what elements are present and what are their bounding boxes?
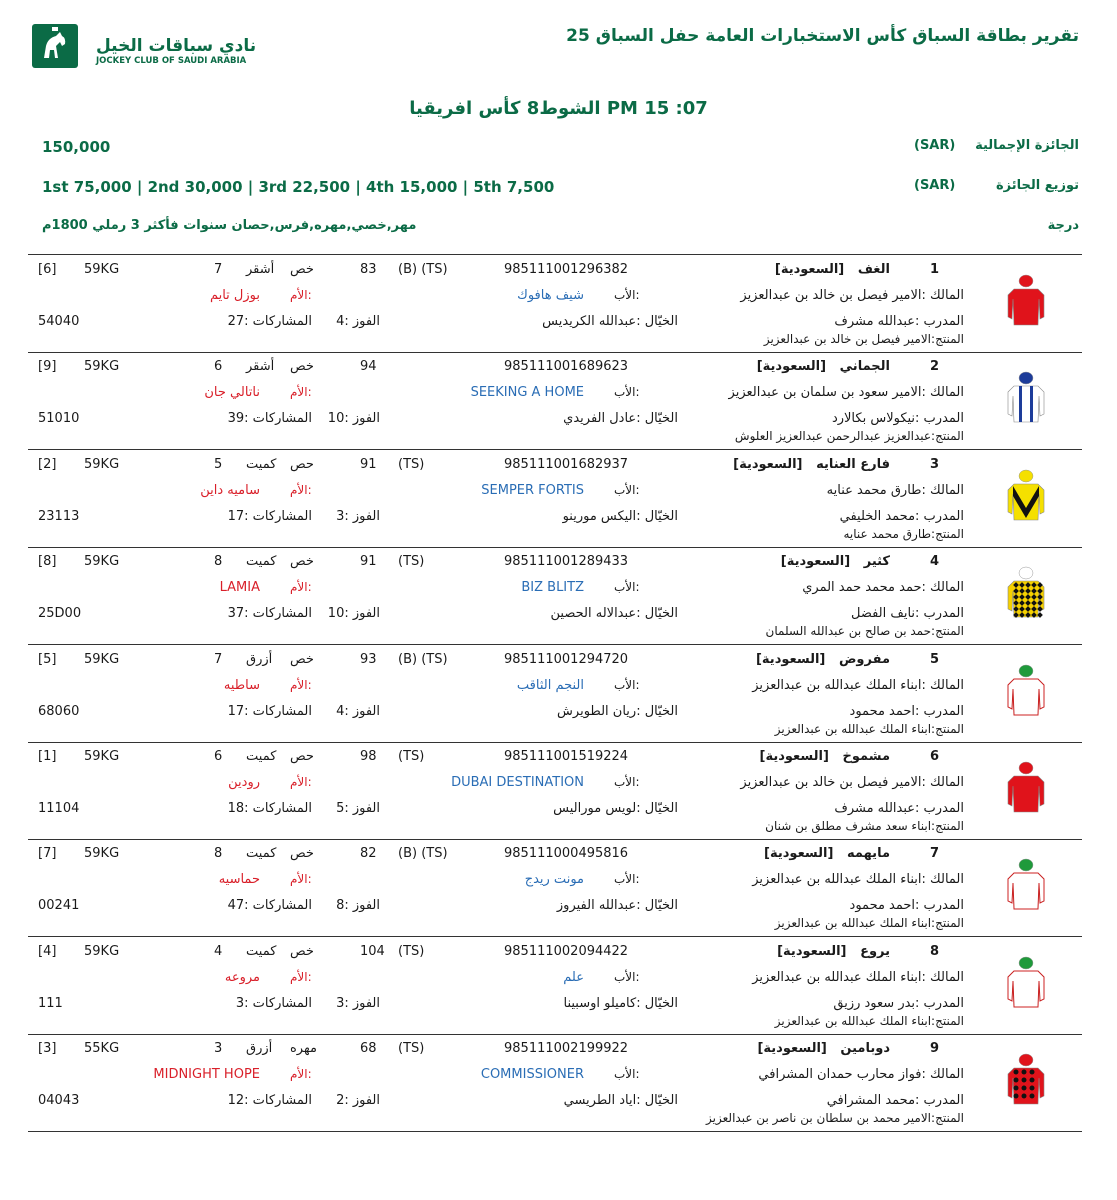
runner-row <box>28 450 1082 548</box>
runner-number: 4 <box>930 554 940 570</box>
age: 5 <box>214 456 223 472</box>
dam-label: الأم: <box>290 385 312 400</box>
sire-name: شيف هافوك <box>517 288 584 303</box>
horse-color: أزرق <box>246 1041 273 1057</box>
form: 51010 <box>38 411 80 427</box>
starts-line: المشاركات :17 <box>227 508 312 524</box>
equipment: (TS) <box>398 943 425 959</box>
jockey-line: الخيّال :اياد الطريسي <box>563 1093 678 1109</box>
wins-line: الفوز :4 <box>336 314 380 329</box>
owner-line: المالك :حمد محمد حمد المري <box>802 580 964 596</box>
equipment: (TS) <box>398 456 425 472</box>
draw: [5] <box>38 651 57 667</box>
dam-name: MIDNIGHT HOPE <box>153 1067 260 1083</box>
trainer-line: المدرب :عبدالله مشرف <box>834 314 964 329</box>
jockey-silk-icon <box>1004 370 1048 430</box>
jockey-silk-icon <box>1004 760 1048 820</box>
jockey-silk-icon <box>1004 955 1048 1015</box>
equipment: (B) (TS) <box>398 262 448 277</box>
runner-number: 9 <box>930 1041 940 1057</box>
wins-line: الفوز :10 <box>327 606 380 622</box>
sire-label: الأب: <box>614 580 640 595</box>
wins-line: الفوز :3 <box>336 995 380 1011</box>
draw: [7] <box>38 846 57 862</box>
microchip-number: 985111001289433 <box>504 554 629 570</box>
rating: 94 <box>360 359 377 375</box>
starts-line: المشاركات :39 <box>227 411 312 427</box>
horse-logo-icon <box>32 24 78 68</box>
draw: [4] <box>38 943 57 959</box>
wins-line: الفوز :10 <box>327 411 380 427</box>
dam-name: حماسيه <box>218 872 260 888</box>
breeder-line: المنتج:عبدالعزيز عبدالرحمن عبدالعزيز العلوش <box>734 429 964 444</box>
sire-name: النجم الثاقب <box>516 677 584 693</box>
equipment: (B) (TS) <box>398 846 448 862</box>
trainer-line: المدرب :محمد الخليفي <box>839 508 964 524</box>
wins-line: الفوز :4 <box>336 703 380 719</box>
sex: خص <box>290 651 314 667</box>
horse-color: أزرق <box>246 651 273 667</box>
breeder-line: المنتج:ابناء الملك عبدالله بن عبدالعزيز <box>774 916 964 931</box>
breeder-line: المنتج:حمد بن صالح بن عبدالله السلمان <box>765 624 964 639</box>
owner-line: المالك :الامير فيصل بن خالد بن عبدالعزيز <box>740 288 964 303</box>
weight: 59KG <box>84 554 120 570</box>
microchip-number: 985111000495816 <box>504 846 629 862</box>
sire-name: مونت ريدج <box>524 872 584 888</box>
form: 68060 <box>38 703 80 719</box>
breeder-line: المنتج:طارق محمد عنايه <box>843 526 964 541</box>
equipment: (TS) <box>398 1041 425 1057</box>
dam-label: الأم: <box>290 580 312 595</box>
microchip-number: 985111002199922 <box>504 1041 629 1057</box>
dam-label: الأم: <box>290 677 312 692</box>
sire-label: الأب: <box>614 872 640 887</box>
jockey-line: الخيّال :عبدالاله الحصين <box>550 606 678 622</box>
owner-line: المالك :الامير فيصل بن خالد بن عبدالعزيز <box>740 775 964 790</box>
trainer-line: المدرب :بدر سعود رزيق <box>833 995 964 1011</box>
jockey-line: الخيّال :عبدالله الكريديس <box>542 314 678 329</box>
purse-currency: (SAR) <box>914 138 956 153</box>
starts-line: المشاركات :17 <box>227 703 312 719</box>
race-conditions: مهر,خصي,مهره,فرس,حصان سنوات فأكثر 3 رملي 1800م <box>42 218 417 233</box>
rating: 98 <box>360 749 377 764</box>
form: 54040 <box>38 314 80 329</box>
sire-name: SEMPER FORTIS <box>481 482 584 498</box>
horse-color: كميت <box>246 943 277 959</box>
jockey-silk-icon <box>1004 663 1048 723</box>
sex: حص <box>290 749 314 764</box>
breeder-line: المنتج:ابناء الملك عبدالله بن عبدالعزيز <box>774 1013 964 1028</box>
sex: خص <box>290 262 314 277</box>
sire-label: الأب: <box>614 385 640 400</box>
runner-row <box>28 937 1082 1035</box>
dam-name: LAMIA <box>219 580 260 596</box>
starts-line: المشاركات :47 <box>227 898 312 914</box>
rating: 82 <box>360 846 377 862</box>
draw: [6] <box>38 262 57 277</box>
microchip-number: 985111001296382 <box>504 262 629 277</box>
jockey-line: الخيّال :عبدالله الفيروز <box>556 898 678 914</box>
runner-name: مفروض [السعودية] <box>755 651 890 667</box>
age: 3 <box>214 1041 223 1057</box>
distribution-label: توزيع الجائزة <box>995 178 1079 193</box>
sire-name: علم <box>563 969 584 985</box>
trainer-line: المدرب :محمد المشرافي <box>826 1093 964 1109</box>
form: 00241 <box>38 898 80 914</box>
equipment: (B) (TS) <box>398 651 448 667</box>
dam-name: ساميه داين <box>200 482 260 498</box>
microchip-number: 985111002094422 <box>504 943 629 959</box>
jockey-line: الخيّال :عادل الفريدي <box>563 411 678 427</box>
wins-line: الفوز :5 <box>336 801 380 816</box>
dam-name: ناتالي جان <box>204 385 260 401</box>
jockey-line: الخيّال :لويس موراليس <box>553 801 678 816</box>
microchip-number: 985111001294720 <box>504 651 629 667</box>
prize-distribution: 1st 75,000 | 2nd 30,000 | 3rd 22,500 | 4th 15,000 | 5th 7,500 <box>42 178 555 196</box>
owner-line: المالك :فواز محارب حمدان المشرافي <box>758 1067 964 1083</box>
runner-number: 7 <box>930 846 940 862</box>
draw: [9] <box>38 359 57 375</box>
weight: 59KG <box>84 456 120 472</box>
trainer-line: المدرب :عبدالله مشرف <box>834 801 964 816</box>
horse-color: أشقر <box>246 359 275 375</box>
trainer-line: المدرب :احمد محمود <box>849 898 964 914</box>
runner-row <box>28 1034 1082 1132</box>
starts-line: المشاركات :3 <box>235 995 312 1011</box>
dam-label: الأم: <box>290 482 312 497</box>
runner-name: فارع العنايه [السعودية] <box>733 456 890 472</box>
starts-line: المشاركات :18 <box>227 801 312 816</box>
runner-number: 2 <box>930 359 940 375</box>
dam-label: الأم: <box>290 775 312 789</box>
runner-number: 1 <box>930 262 940 277</box>
breeder-line: المنتج:الامير فيصل بن خالد بن عبدالعزيز <box>763 332 964 346</box>
horse-color: كميت <box>246 554 277 570</box>
runner-name: الجماني [السعودية] <box>756 359 890 375</box>
draw: [3] <box>38 1041 57 1057</box>
distribution-currency: (SAR) <box>914 178 956 193</box>
sire-name: SEEKING A HOME <box>470 385 584 401</box>
jockey-silk-icon <box>1004 565 1048 625</box>
equipment: (TS) <box>398 554 425 570</box>
sire-name: DUBAI DESTINATION <box>451 775 584 790</box>
age: 7 <box>214 262 223 277</box>
microchip-number: 985111001682937 <box>504 456 629 472</box>
sire-label: الأب: <box>614 969 640 984</box>
runner-row <box>28 352 1082 450</box>
sire-label: الأب: <box>614 677 640 692</box>
jockey-silk-icon <box>1004 273 1048 333</box>
race-title: الشوط8 كأس افريقيا PM 15 :07 <box>409 98 708 119</box>
runner-name: يروع [السعودية] <box>777 943 890 959</box>
runner-name: مايهمه [السعودية] <box>764 846 890 862</box>
weight: 59KG <box>84 262 120 277</box>
weight: 59KG <box>84 749 120 764</box>
runner-row <box>28 742 1082 840</box>
rating: 91 <box>360 554 377 570</box>
runner-number: 3 <box>930 456 940 472</box>
runner-row <box>28 547 1082 645</box>
sire-name: COMMISSIONER <box>480 1067 584 1083</box>
weight: 59KG <box>84 846 120 862</box>
microchip-number: 985111001519224 <box>504 749 629 764</box>
age: 6 <box>214 749 223 764</box>
wins-line: الفوز :3 <box>336 508 380 524</box>
breeder-line: المنتج:ابناء سعد مشرف مطلق بن شنان <box>765 819 964 833</box>
dam-name: ساطيه <box>223 677 260 693</box>
draw: [1] <box>38 749 57 764</box>
sire-label: الأب: <box>614 1067 640 1082</box>
jockey-line: الخيّال :ريان الطويرش <box>557 703 678 719</box>
runner-row <box>28 839 1082 937</box>
owner-line: المالك :ابناء الملك عبدالله بن عبدالعزيز <box>752 872 964 888</box>
runner-name: كثير [السعودية] <box>780 554 890 570</box>
wins-line: الفوز :2 <box>336 1093 380 1109</box>
weight: 59KG <box>84 651 120 667</box>
sex: خص <box>290 846 314 862</box>
form: 25D00 <box>38 606 82 622</box>
club-name-english: JOCKEY CLUB OF SAUDI ARABIA <box>96 56 247 66</box>
draw: [2] <box>38 456 57 472</box>
trainer-line: المدرب :نايف الفضل <box>850 606 964 622</box>
runner-row <box>28 645 1082 743</box>
equipment: (TS) <box>398 749 425 764</box>
horse-color: كميت <box>246 456 277 472</box>
rating: 68 <box>360 1041 377 1057</box>
purse-amount: 150,000 <box>42 138 111 156</box>
age: 8 <box>214 846 223 862</box>
age: 6 <box>214 359 223 375</box>
dam-label: الأم: <box>290 969 312 984</box>
weight: 59KG <box>84 943 120 959</box>
dam-label: الأم: <box>290 872 312 887</box>
owner-line: المالك :ابناء الملك عبدالله بن عبدالعزيز <box>752 677 964 693</box>
jockey-silk-icon <box>1004 857 1048 917</box>
dam-label: الأم: <box>290 1067 312 1082</box>
weight: 59KG <box>84 359 120 375</box>
club-logo <box>32 24 78 68</box>
weight: 55KG <box>84 1041 120 1057</box>
horse-color: كميت <box>246 846 277 862</box>
sire-label: الأب: <box>614 775 640 789</box>
owner-line: المالك :طارق محمد عنايه <box>826 482 964 498</box>
form: 04043 <box>38 1093 80 1109</box>
runner-name: الغف [السعودية] <box>774 262 890 277</box>
horse-color: كميت <box>246 749 277 764</box>
club-name-arabic: نادي سباقات الخيل <box>96 36 257 56</box>
trainer-line: المدرب :احمد محمود <box>849 703 964 719</box>
form: 23113 <box>38 508 80 524</box>
sire-label: الأب: <box>614 482 640 497</box>
wins-line: الفوز :8 <box>336 898 380 914</box>
age: 8 <box>214 554 223 570</box>
runner-name: مشموخ [السعودية] <box>759 749 890 764</box>
age: 4 <box>214 943 223 959</box>
owner-line: المالك :ابناء الملك عبدالله بن عبدالعزيز <box>752 969 964 985</box>
runner-name: دوبامين [السعودية] <box>757 1041 890 1057</box>
rating: 93 <box>360 651 377 667</box>
breeder-line: المنتج:الامير محمد بن سلطان بن ناصر بن عبدالعزيز <box>706 1111 964 1126</box>
rating: 83 <box>360 262 377 277</box>
jockey-line: الخيّال :اليكس مورينو <box>562 508 678 524</box>
rating: 91 <box>360 456 377 472</box>
runner-number: 8 <box>930 943 940 959</box>
rating: 104 <box>360 943 385 959</box>
microchip-number: 985111001689623 <box>504 359 629 375</box>
sex: خص <box>290 943 314 959</box>
age: 7 <box>214 651 223 667</box>
sex: حص <box>290 456 314 472</box>
jockey-silk-icon <box>1004 468 1048 528</box>
jockey-line: الخيّال :كاميلو اوسبينا <box>563 995 678 1011</box>
dam-name: بوزل تايم <box>209 288 260 303</box>
starts-line: المشاركات :12 <box>227 1093 312 1109</box>
dam-name: مروعه <box>224 969 260 985</box>
dam-label: الأم: <box>290 288 312 302</box>
form: 111 <box>38 995 63 1011</box>
breeder-line: المنتج:ابناء الملك عبدالله بن عبدالعزيز <box>774 721 964 736</box>
sex: مهره <box>290 1041 317 1057</box>
purse-label: الجائزة الإجمالية <box>975 138 1079 153</box>
sex: خص <box>290 554 314 570</box>
starts-line: المشاركات :27 <box>227 314 312 329</box>
runner-row <box>28 255 1082 353</box>
owner-line: المالك :الامير سعود بن سلمان بن عبدالعزيز <box>728 385 964 401</box>
horse-color: أشقر <box>246 262 275 277</box>
report-title: تقرير بطاقة السباق كأس الاستخبارات العامة حفل السباق 25 <box>566 26 1079 46</box>
starts-line: المشاركات :37 <box>227 606 312 622</box>
sire-name: BIZ BLITZ <box>521 580 584 596</box>
form: 11104 <box>38 801 80 816</box>
trainer-line: المدرب :نيكولاس بكالارد <box>831 411 964 427</box>
grade-label: درجة <box>1047 218 1079 233</box>
draw: [8] <box>38 554 57 570</box>
sire-label: الأب: <box>614 288 640 302</box>
runner-number: 5 <box>930 651 940 667</box>
dam-name: رودين <box>228 775 260 790</box>
runner-number: 6 <box>930 749 940 764</box>
sex: خص <box>290 359 314 375</box>
jockey-silk-icon <box>1004 1052 1048 1112</box>
